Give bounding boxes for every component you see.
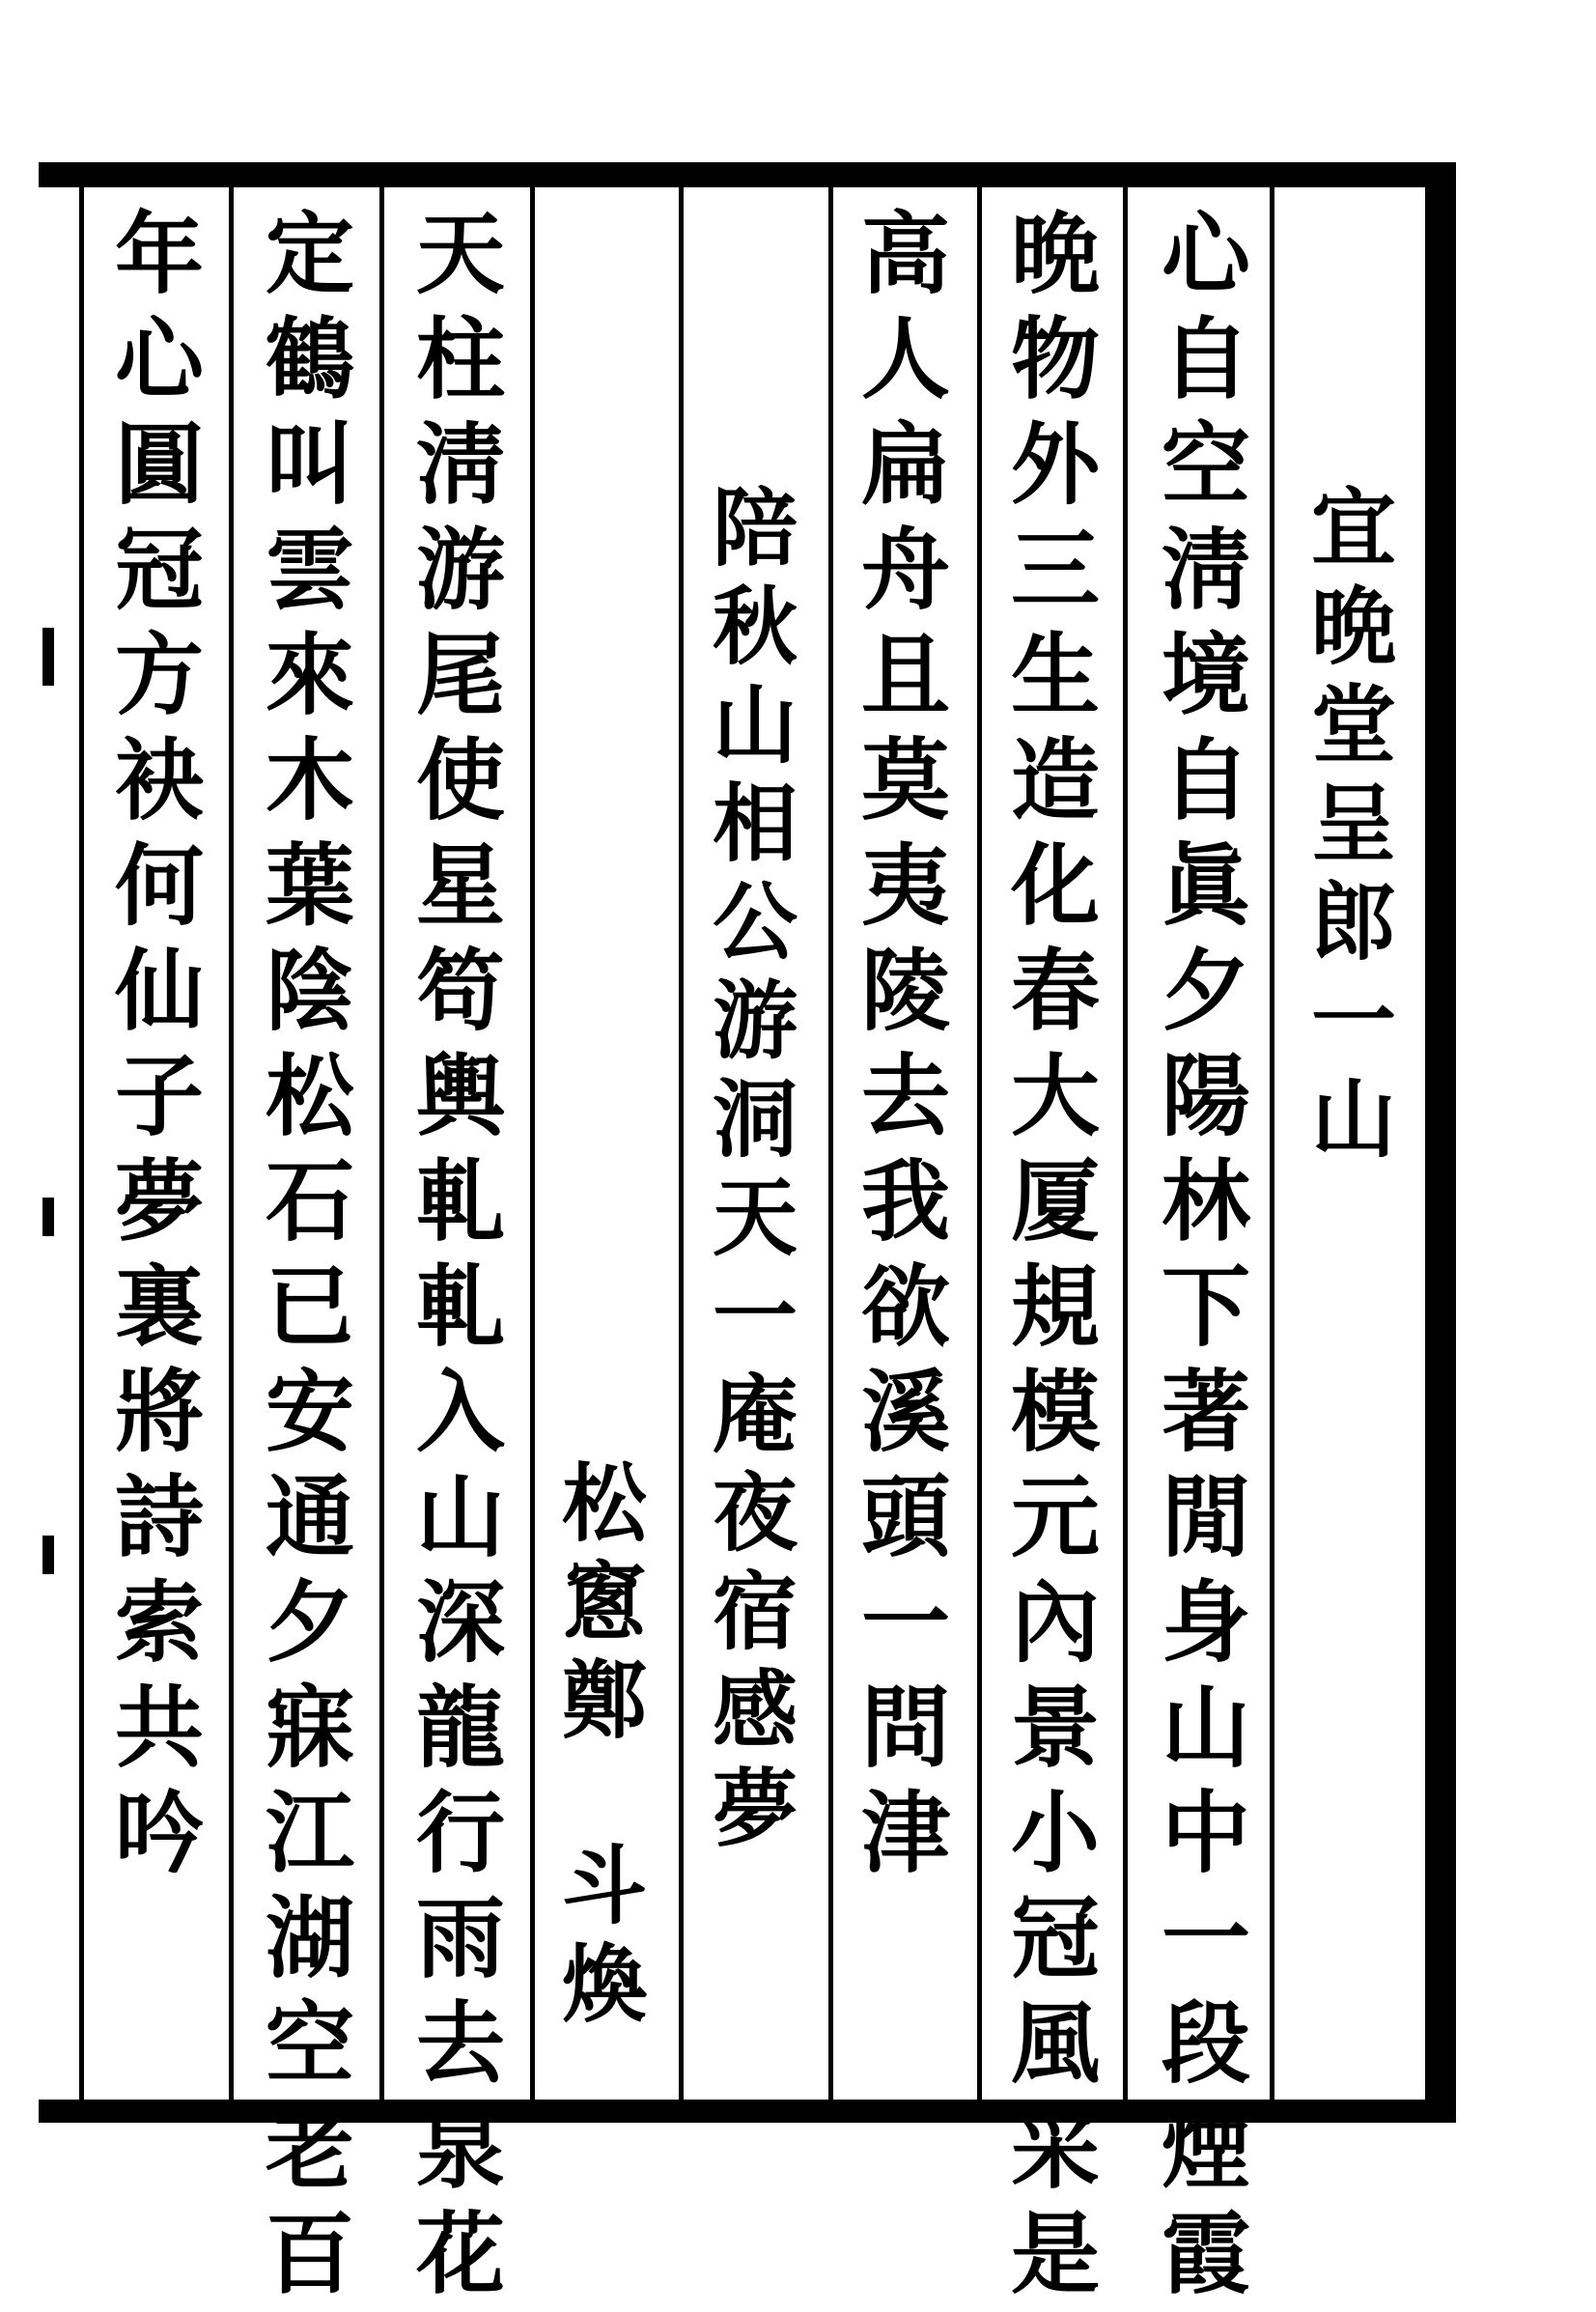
binding-margin-mark	[42, 628, 54, 686]
column-divider	[229, 187, 234, 2100]
column-divider	[1123, 187, 1128, 2100]
poem-title-2: 陪秋山相公游洞天一庵夜宿感夢	[699, 483, 799, 1862]
poem-verse-line: 高人扁舟且莫夷陵去我欲溪頭一問津	[847, 207, 951, 1891]
poem-verse-line: 年心圓冠方袂何仙子夢裏將詩索共吟	[100, 207, 205, 1891]
poem-verse-line: 心自空淸境自眞夕陽林下著閒身山中一段煙霞	[1147, 207, 1251, 2312]
poem-verse-line: 定鶴叫雲來木葉陰松石已安通夕寐江湖空老百	[251, 207, 355, 2312]
binding-margin-mark	[42, 1198, 54, 1236]
page-frame-top-border	[39, 162, 1456, 187]
column-divider	[379, 187, 384, 2100]
column-divider	[828, 187, 833, 2100]
column-divider	[1270, 187, 1274, 2100]
author-attribution	[548, 1458, 649, 2038]
column-divider	[679, 187, 684, 2100]
column-divider	[530, 187, 535, 2100]
poem-verse-line: 天柱淸游尾使星笱輿軋軋入山深龍行雨去泉花	[402, 207, 506, 2312]
author-given-name: 斗煥	[548, 1841, 649, 2038]
poem-title-1: 宜晩堂呈郎一山	[1298, 483, 1398, 1172]
page-frame-right-border	[1425, 162, 1456, 2123]
column-divider	[79, 187, 84, 2100]
column-divider	[977, 187, 982, 2100]
binding-margin-mark	[42, 1536, 54, 1574]
author-surname: 松窻鄭	[548, 1458, 649, 1754]
poem-verse-line: 晩物外三生造化春大厦規模元內景小冠風采是	[996, 207, 1101, 2312]
